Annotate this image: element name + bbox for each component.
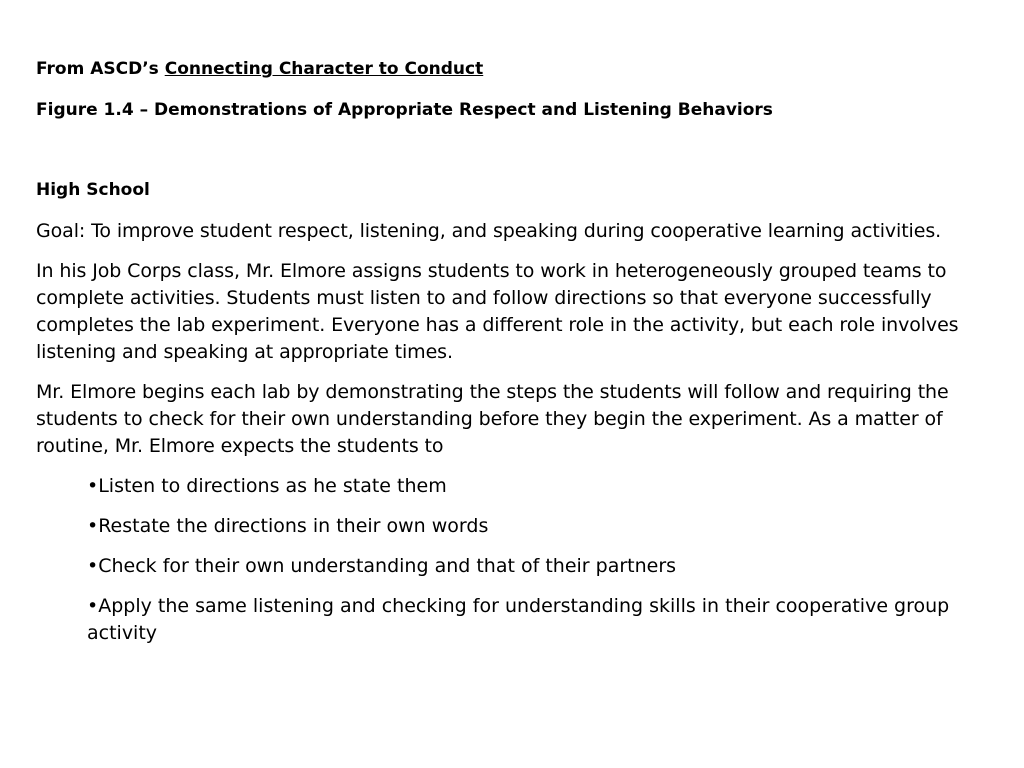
source-title: Connecting Character to Conduct bbox=[164, 59, 484, 79]
figure-title: Figure 1.4 – Demonstrations of Appropriate Respect and Listening Behaviors bbox=[36, 100, 773, 120]
document-page bbox=[36, 56, 976, 660]
list-item: •Apply the same listening and checking for understanding skills in their cooperative group activity bbox=[87, 595, 950, 644]
list-item: •Check for their own understanding and that of their partners bbox=[87, 555, 677, 577]
source-prefix: From ASCD’s bbox=[36, 59, 165, 79]
source-line bbox=[36, 56, 976, 83]
list-item: •Restate the directions in their own words bbox=[87, 515, 489, 537]
expectations-list bbox=[36, 473, 976, 647]
job-corps-paragraph: In his Job Corps class, Mr. Elmore assigns students to work in heterogeneously grouped teams to complete activities. Students must listen to and follow directions so that everyone successfully completes the lab experiment. Everyone has a different role in the activity, but each role involves listening and speaking at appropriate times. bbox=[36, 260, 959, 363]
list-item: •Listen to directions as he state them bbox=[87, 475, 447, 497]
goal-paragraph: Goal: To improve student respect, listening, and speaking during cooperative learning activities. bbox=[36, 220, 942, 242]
section-title: High School bbox=[36, 180, 150, 200]
lab-routine-paragraph: Mr. Elmore begins each lab by demonstrating the steps the students will follow and requiring the students to check for their own understanding before they begin the experiment. As a matter of routine, Mr. Elmore expects the students to bbox=[36, 381, 949, 457]
